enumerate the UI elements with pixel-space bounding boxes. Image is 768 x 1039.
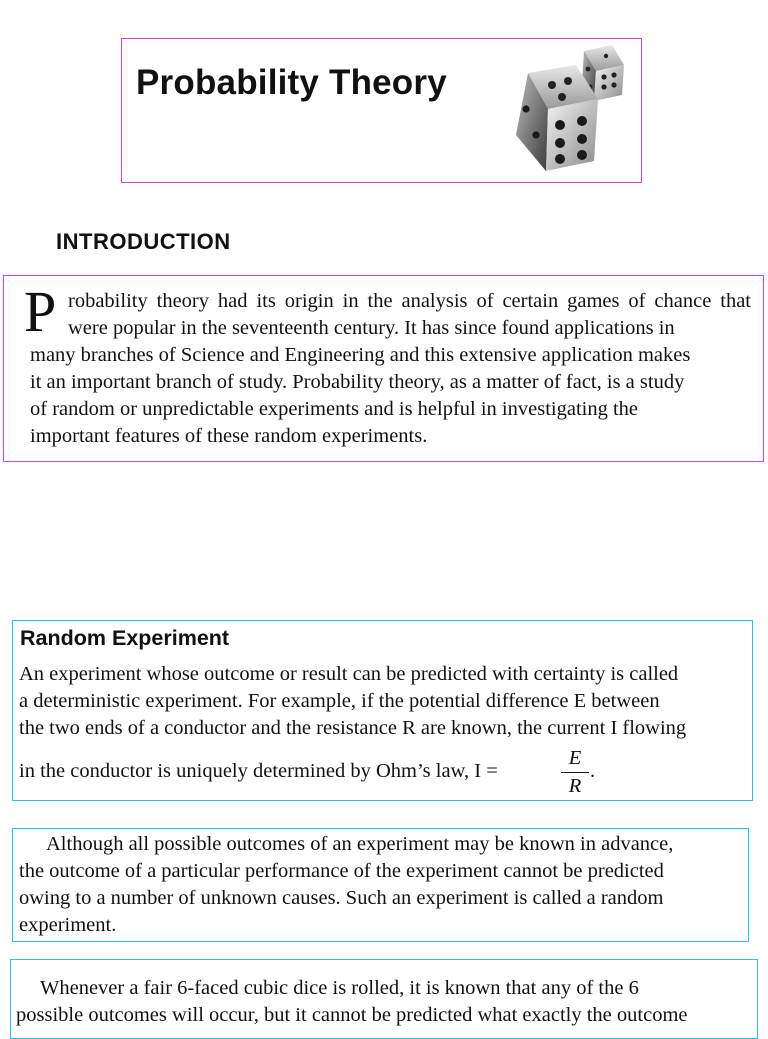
random-experiment-line: a deterministic experiment. For example, if the potential difference E between xyxy=(19,690,660,712)
random-experiment-line: the two ends of a conductor and the resistance R are known, the current I flowing xyxy=(19,717,687,739)
dice-example-line: possible outcomes will occur, but it cannot be predicted what exactly the outcome xyxy=(16,1004,688,1026)
fraction-bar xyxy=(561,772,589,773)
random-definition-line: the outcome of a particular performance of the experiment cannot be predicted xyxy=(19,860,664,882)
drop-cap-letter: P xyxy=(24,279,57,344)
dice-example-line: Whenever a fair 6-faced cubic dice is rolled, it is known that any of the 6 xyxy=(40,977,639,999)
random-definition-line: owing to a number of unknown causes. Such an experiment is called a random xyxy=(19,887,664,909)
intro-line: of random or unpredictable experiments and is helpful in investigating the xyxy=(30,398,639,420)
title-box xyxy=(121,38,642,183)
random-definition-line: experiment. xyxy=(19,914,117,936)
intro-line: many branches of Science and Engineering and this extensive application makes xyxy=(30,344,691,366)
random-definition-line: Although all possible outcomes of an experiment may be known in advance, xyxy=(46,833,674,855)
random-experiment-line: An experiment whose outcome or result can be predicted with certainty is called xyxy=(19,663,679,685)
intro-line: it an important branch of study. Probability theory, as a matter of fact, is a study xyxy=(30,371,685,393)
fraction-numerator: E xyxy=(568,747,582,769)
intro-line: were popular in the seventeenth century. It has since found applications in xyxy=(68,317,675,339)
dice-icon xyxy=(506,39,636,183)
intro-line: important features of these random experiments. xyxy=(30,425,428,447)
intro-line: robability theory had its origin in the analysis of certain games of chance that xyxy=(68,290,751,312)
fraction-denominator: R xyxy=(568,775,582,797)
page-title: Probability Theory xyxy=(136,63,447,102)
fraction-tail: . xyxy=(590,760,596,782)
section-heading-introduction: INTRODUCTION xyxy=(56,229,231,254)
section-heading-random-experiment: Random Experiment xyxy=(20,626,230,650)
random-experiment-line: in the conductor is uniquely determined by Ohm’s law, I = xyxy=(19,760,498,782)
